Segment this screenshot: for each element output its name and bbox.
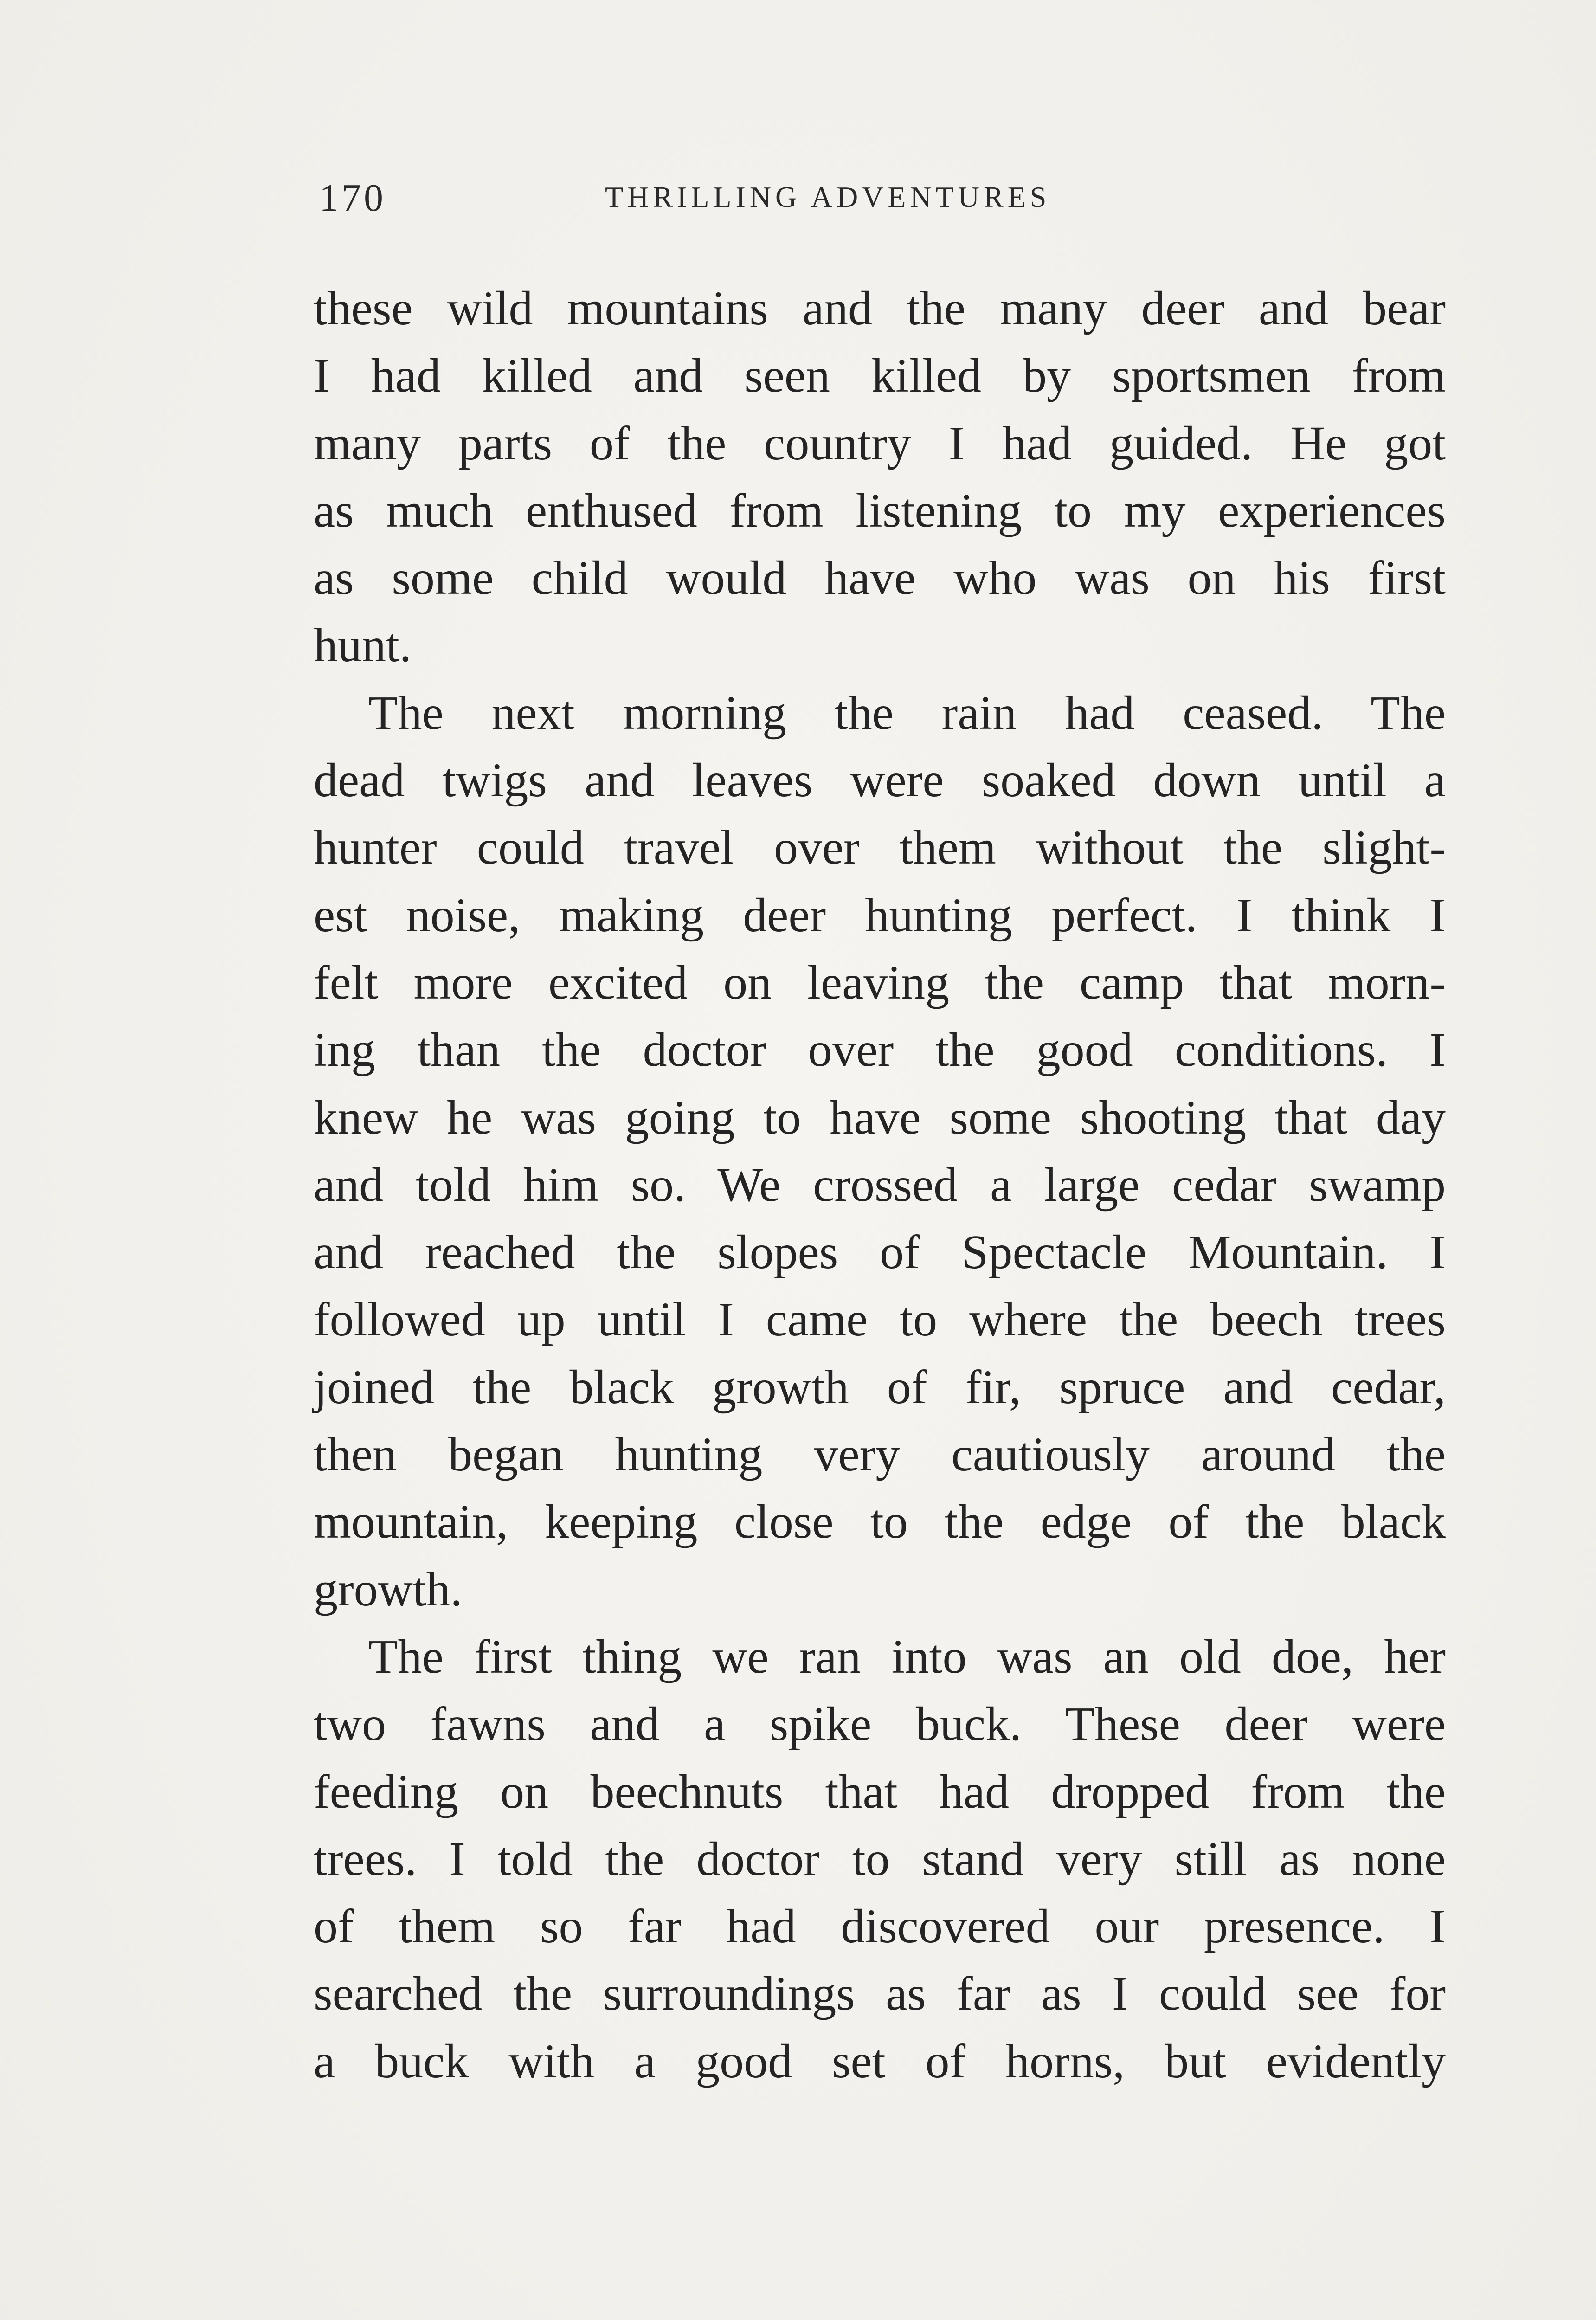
- text-line: growth.: [314, 1562, 463, 1616]
- text-line: dead twigs and leaves were soaked down until a: [314, 754, 1446, 807]
- text-line: of them so far had discovered our presence. I: [314, 1900, 1446, 1953]
- text-line: mountain, keeping close to the edge of the black: [314, 1495, 1446, 1549]
- text-line: followed up until I came to where the beech trees: [314, 1293, 1446, 1347]
- text-line: felt more excited on leaving the camp that morn-: [314, 955, 1446, 1009]
- text-line: trees. I told the doctor to stand very still as none: [314, 1832, 1446, 1886]
- text-line: ing than the doctor over the good conditions. I: [314, 1023, 1446, 1077]
- page-number: 170: [319, 176, 386, 219]
- text-line: and reached the slopes of Spectacle Mountain. I: [314, 1225, 1446, 1279]
- text-line: as much enthused from listening to my experiences: [314, 483, 1446, 537]
- text-line: many parts of the country I had guided. He got: [314, 416, 1446, 470]
- running-head: THRILLING ADVENTURES: [605, 180, 1051, 213]
- text-line: and told him so. We crossed a large cedar swamp: [314, 1158, 1446, 1212]
- text-line: joined the black growth of fir, spruce and cedar,: [314, 1360, 1446, 1414]
- text-line: knew he was going to have some shooting that day: [314, 1090, 1446, 1144]
- body-text: [314, 275, 1446, 2095]
- paragraph-first-line: The next morning the rain had ceased. The: [368, 686, 1446, 740]
- text-line: feeding on beechnuts that had dropped from the: [314, 1765, 1446, 1818]
- text-line: searched the surroundings as far as I could see for: [314, 1967, 1446, 2021]
- text-line: I had killed and seen killed by sportsmen from: [314, 349, 1446, 403]
- text-line: as some child would have who was on his first: [314, 551, 1446, 605]
- text-line: hunt.: [314, 619, 412, 672]
- text-line: two fawns and a spike buck. These deer were: [314, 1697, 1446, 1751]
- text-line: hunter could travel over them without the slight-: [314, 821, 1446, 875]
- page-header: [315, 175, 1151, 231]
- text-line: these wild mountains and the many deer and bear: [314, 282, 1446, 335]
- text-line: est noise, making deer hunting perfect. I think I: [314, 888, 1446, 942]
- text-line: a buck with a good set of horns, but evidently: [314, 2034, 1446, 2088]
- text-line: then began hunting very cautiously around the: [314, 1428, 1446, 1482]
- paragraph-first-line: The first thing we ran into was an old doe, her: [368, 1630, 1446, 1683]
